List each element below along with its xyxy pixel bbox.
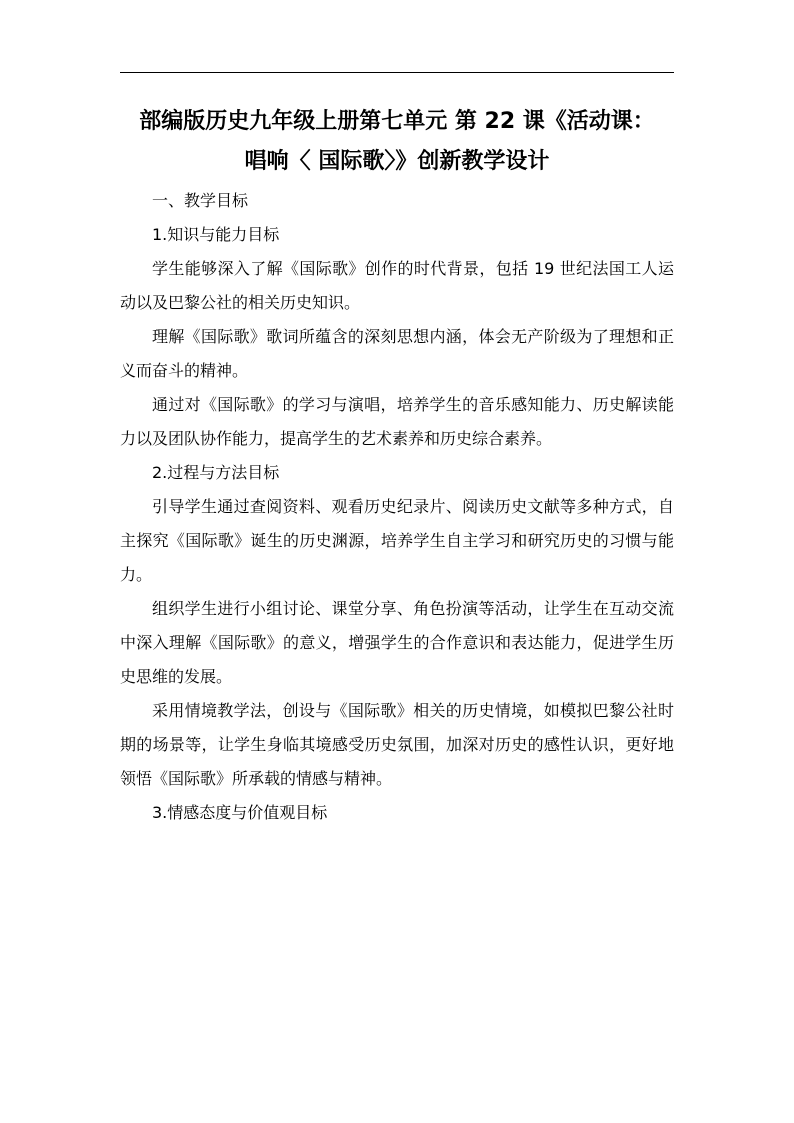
section-heading-teaching-goals: 一、教学目标	[152, 191, 249, 210]
document-title-line-1: 部编版历史九年级上册第七单元 第 22 课《活动课：	[139, 109, 655, 134]
document-body	[120, 184, 674, 830]
paragraph: 引导学生通过查阅资料、观看历史纪录片、阅读历史文献等多种方式，自主探究《国际歌》诞生的历史渊源，培养学生自主学习和研究历史的习惯与能力。	[120, 497, 674, 584]
subheading-process-method: 2.过程与方法目标	[152, 463, 280, 482]
document-title-line-2: 唱响〈 国际歌〉》创新教学设计	[244, 149, 550, 174]
subheading-emotion-values: 3.情感态度与价值观目标	[152, 803, 328, 822]
paragraph: 通过对《国际歌》的学习与演唱，培养学生的音乐感知能力、历史解读能力以及团队协作能力，提高学生的艺术素养和历史综合素养。	[120, 395, 674, 448]
paragraph: 组织学生进行小组讨论、课堂分享、角色扮演等活动，让学生在互动交流中深入理解《国际歌》的意义，增强学生的合作意识和表达能力，促进学生历史思维的发展。	[120, 599, 674, 686]
subheading-knowledge-ability: 1.知识与能力目标	[152, 225, 280, 244]
paragraph: 理解《国际歌》歌词所蕴含的深刻思想内涵，体会无产阶级为了理想和正义而奋斗的精神。	[120, 327, 674, 380]
paragraph: 学生能够深入了解《国际歌》创作的时代背景，包括 19 世纪法国工人运动以及巴黎公社的相关历史知识。	[120, 259, 674, 312]
header-rule	[120, 72, 674, 73]
paragraph: 采用情境教学法，创设与《国际歌》相关的历史情境，如模拟巴黎公社时期的场景等，让学生身临其境感受历史氛围，加深对历史的感性认识，更好地领悟《国际歌》所承载的情感与精神。	[120, 701, 674, 788]
